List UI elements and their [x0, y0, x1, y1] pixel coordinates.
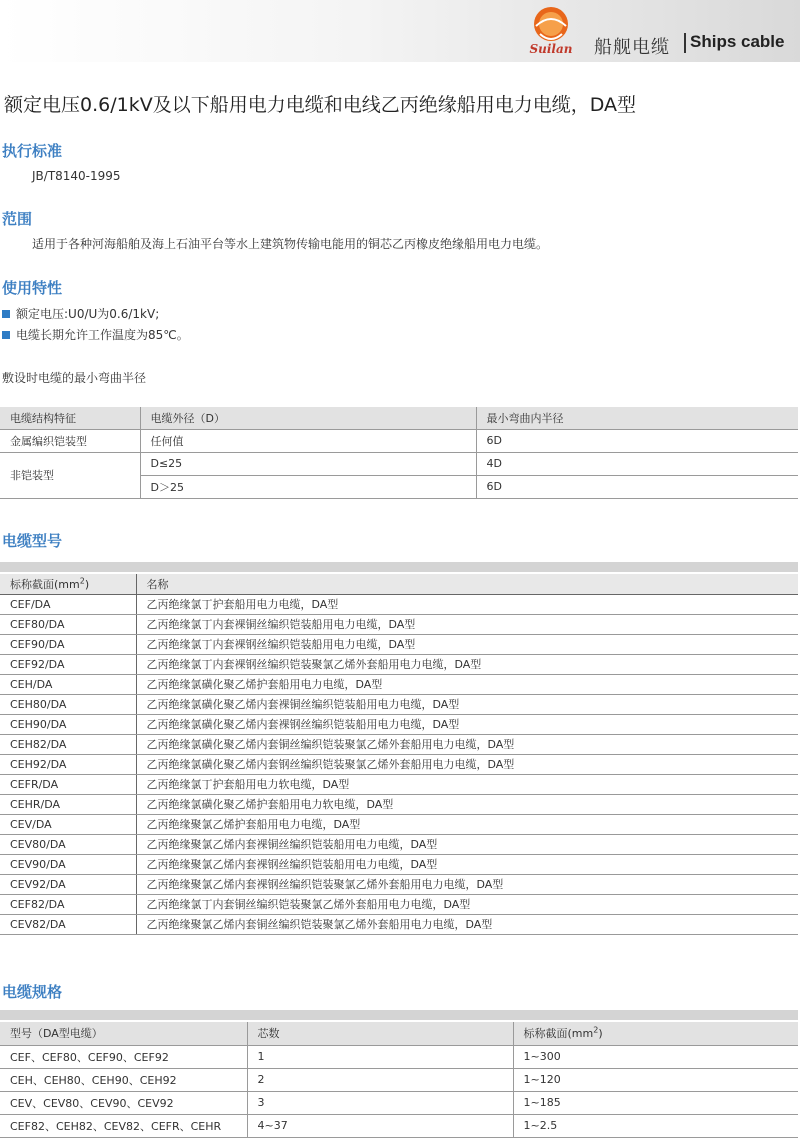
model-code-cell: CEF82/DA [0, 894, 136, 914]
table-header: 电缆结构特征 [0, 407, 140, 429]
model-name-cell: 乙丙绝缘聚氯乙烯护套船用电力电缆，DA型 [136, 814, 798, 834]
model-code-cell: CEH/DA [0, 674, 136, 694]
model-code-cell: CEH92/DA [0, 754, 136, 774]
table-cell: CEF82、CEH82、CEV82、CEFR、CEHR [0, 1114, 247, 1137]
model-code-cell: CEF90/DA [0, 634, 136, 654]
model-code-cell: CEF80/DA [0, 614, 136, 634]
specs-heading: 电缆规格 [2, 983, 63, 1001]
table-row [0, 854, 798, 874]
brand-name-cn: 船舰电缆 [594, 37, 670, 58]
table-cell: 1~185 [513, 1091, 798, 1114]
table-row [0, 429, 798, 452]
table-header: 最小弯曲内半径 [476, 407, 798, 429]
standard-value: JB/T8140-1995 [32, 169, 121, 183]
table-cell: CEF、CEF80、CEF90、CEF92 [0, 1045, 247, 1068]
header-banner [0, 0, 800, 62]
table-row [0, 1091, 798, 1114]
table-cell: 任何值 [140, 429, 476, 452]
feature-item: 额定电压:U0/U为0.6/1kV; [2, 305, 159, 322]
model-name-cell: 乙丙绝缘氯丁内套裸钢丝编织铠装聚氯乙烯外套船用电力电缆，DA型 [136, 654, 798, 674]
model-name-cell: 乙丙绝缘氯磺化聚乙烯护套船用电力软电缆，DA型 [136, 794, 798, 814]
table-row [0, 754, 798, 774]
table-cell: D≤25 [140, 452, 476, 475]
table-cell: 2 [247, 1068, 513, 1091]
table-row [0, 614, 798, 634]
model-name-cell: 乙丙绝缘氯磺化聚乙烯内套裸铜丝编织铠装船用电力电缆，DA型 [136, 694, 798, 714]
logo-text: Suilan [529, 42, 573, 56]
table-header: 标称截面$(mm^2)$ [0, 574, 136, 594]
table-cell: 1~300 [513, 1045, 798, 1068]
table-row [0, 694, 798, 714]
table-row [0, 1045, 798, 1068]
table-row [0, 794, 798, 814]
model-code-cell: CEV80/DA [0, 834, 136, 854]
table-header: 芯数 [247, 1022, 513, 1045]
model-name-cell: 乙丙绝缘氯磺化聚乙烯内套铜丝编织铠装聚氯乙烯外套船用电力电缆，DA型 [136, 734, 798, 754]
table-row [0, 594, 798, 614]
scope-text: 适用于各种河海船舶及海上石油平台等水上建筑物传输电能用的铜芯乙丙橡皮绝缘船用电力电缆。 [32, 237, 549, 251]
table-header: 标称截面$(mm^2)$ [513, 1022, 798, 1045]
table-cell: 非铠装型 [0, 452, 140, 498]
table-row [0, 1068, 798, 1091]
table-header-row [0, 574, 798, 594]
table-header: 型号（DA型电缆） [0, 1022, 247, 1045]
table-cell: 4~37 [247, 1114, 513, 1137]
table-cell: 1~2.5 [513, 1114, 798, 1137]
cable-models-table [0, 574, 798, 935]
model-name-cell: 乙丙绝缘氯丁内套裸钢丝编织铠装船用电力电缆，DA型 [136, 634, 798, 654]
table-row [0, 674, 798, 694]
brand-separator [684, 33, 686, 53]
model-code-cell: CEV/DA [0, 814, 136, 834]
table-row [0, 634, 798, 654]
brand-name-en: Ships cable [690, 32, 785, 51]
table-cell: 6D [476, 475, 798, 498]
model-code-cell: CEH82/DA [0, 734, 136, 754]
section-divider-bar [0, 562, 798, 572]
bending-caption: 敷设时电缆的最小弯曲半径 [2, 371, 147, 385]
table-row [0, 774, 798, 794]
table-row [0, 834, 798, 854]
table-header: 名称 [136, 574, 798, 594]
page-title: 额定电压0.6/1kV及以下船用电力电缆和电线乙丙绝缘船用电力电缆，DA型 [4, 94, 637, 116]
table-cell: 金属编织铠装型 [0, 429, 140, 452]
table-cell: 4D [476, 452, 798, 475]
table-cell: 6D [476, 429, 798, 452]
cable-specs-table [0, 1022, 798, 1138]
table-row [0, 814, 798, 834]
bullet-square-icon [2, 331, 10, 339]
table-cell: 1~120 [513, 1068, 798, 1091]
model-name-cell: 乙丙绝缘氯磺化聚乙烯护套船用电力电缆，DA型 [136, 674, 798, 694]
table-row [0, 914, 798, 934]
model-code-cell: CEV92/DA [0, 874, 136, 894]
table-row [0, 714, 798, 734]
table-row [0, 734, 798, 754]
model-name-cell: 乙丙绝缘聚氯乙烯内套裸钢丝编织铠装船用电力电缆，DA型 [136, 854, 798, 874]
model-name-cell: 乙丙绝缘氯磺化聚乙烯内套钢丝编织铠装聚氯乙烯外套船用电力电缆，DA型 [136, 754, 798, 774]
table-cell: 1 [247, 1045, 513, 1068]
model-name-cell: 乙丙绝缘氯丁护套船用电力软电缆，DA型 [136, 774, 798, 794]
section-divider-bar [0, 1010, 798, 1020]
model-code-cell: CEHR/DA [0, 794, 136, 814]
table-row [0, 654, 798, 674]
bending-radius-table [0, 407, 798, 499]
models-body [0, 594, 798, 934]
table-row [0, 874, 798, 894]
model-code-cell: CEH80/DA [0, 694, 136, 714]
table-header-row [0, 1022, 798, 1045]
table-cell: CEH、CEH80、CEH90、CEH92 [0, 1068, 247, 1091]
model-name-cell: 乙丙绝缘聚氯乙烯内套铜丝编织铠装聚氯乙烯外套船用电力电缆，DA型 [136, 914, 798, 934]
models-heading: 电缆型号 [2, 532, 63, 550]
model-name-cell: 乙丙绝缘氯丁内套铜丝编织铠装聚氯乙烯外套船用电力电缆，DA型 [136, 894, 798, 914]
table-header-row [0, 407, 798, 429]
company-logo [518, 4, 584, 60]
model-code-cell: CEF/DA [0, 594, 136, 614]
model-code-cell: CEV90/DA [0, 854, 136, 874]
table-row [0, 894, 798, 914]
table-cell: CEV、CEV80、CEV90、CEV92 [0, 1091, 247, 1114]
model-code-cell: CEV82/DA [0, 914, 136, 934]
table-cell: D＞25 [140, 475, 476, 498]
standard-heading: 执行标准 [2, 142, 63, 160]
feature-item: 电缆长期允许工作温度为85℃。 [2, 326, 189, 343]
specs-body [0, 1045, 798, 1137]
scope-heading: 范围 [2, 210, 33, 228]
model-code-cell: CEH90/DA [0, 714, 136, 734]
model-name-cell: 乙丙绝缘聚氯乙烯内套裸铜丝编织铠装船用电力电缆，DA型 [136, 834, 798, 854]
model-name-cell: 乙丙绝缘氯丁内套裸铜丝编织铠装船用电力电缆，DA型 [136, 614, 798, 634]
model-code-cell: CEF92/DA [0, 654, 136, 674]
model-code-cell: CEFR/DA [0, 774, 136, 794]
model-name-cell: 乙丙绝缘聚氯乙烯内套裸钢丝编织铠装聚氯乙烯外套船用电力电缆，DA型 [136, 874, 798, 894]
table-row [0, 452, 798, 475]
table-header: 电缆外径（D） [140, 407, 476, 429]
features-heading: 使用特性 [2, 279, 63, 297]
bullet-square-icon [2, 310, 10, 318]
model-name-cell: 乙丙绝缘氯丁护套船用电力电缆，DA型 [136, 594, 798, 614]
table-cell: 3 [247, 1091, 513, 1114]
table-row [0, 1114, 798, 1137]
model-name-cell: 乙丙绝缘氯磺化聚乙烯内套裸钢丝编织铠装船用电力电缆，DA型 [136, 714, 798, 734]
